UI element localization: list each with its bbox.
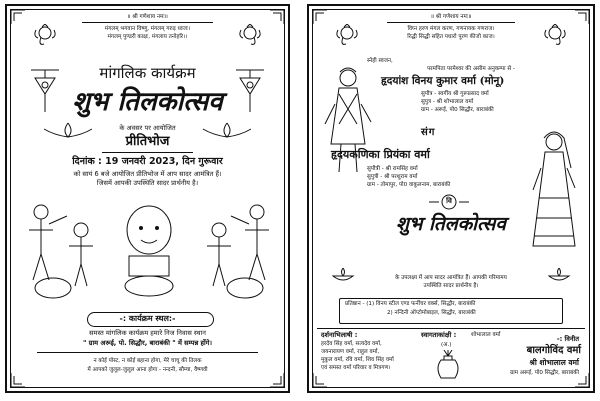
darshan-line-2: जयनारायण वर्मा, राहुल वर्मा, [321,349,380,355]
corner-ornament-icon [312,372,328,388]
divider [387,22,515,23]
greeting-text: स्नेही स्वजन, [367,58,393,64]
band-and-drummer-illustration-icon [19,194,279,304]
venue-line-1: समस्त मांगलिक कार्यक्रम हमारे निज निवास स्थान [89,329,206,337]
swagat-note: (अ.) [441,342,452,348]
invite-line-2: उपस्थिति सादर प्रार्थनीय है। [423,283,479,289]
shloka-line-2: रिद्धी सिद्धी सहित पधारो पूरण कीजो काज। [407,34,495,40]
footer-line-2: में आपको जुलूल-जुलूल आना होगा - नन्दनी, सौम्या, वैष्णवी [87,367,208,373]
darshan-line-3: मुकुल वर्मा, रवि वर्मा, शिव सिंह वर्मा [321,357,394,363]
ganesha-icon [334,24,360,48]
groom-name: हृदयांश विनय कुमार वर्मा (मोनू) [381,75,505,87]
invocation-text: ॥ श्री गणेशाय नमः॥ [127,14,168,20]
tilak-title: शुभ तिलकोत्सव [72,87,223,117]
sender-name: बालगोविंद वर्मा [526,345,581,356]
bride-info-line-2: सुपुत्री - श्री परशुराम वर्मा [367,174,418,180]
bride-info-line-3: ग्राम - तोमापुर, पो0 वाकुलनाम, बाराबंकी [367,182,451,188]
vinit-label: -: विनीत [556,335,579,343]
sender-name-2: श्री शोभालाल वर्मा [529,358,579,367]
invite-line-2: जिसमें आपकी उपस्थिति सादर प्रार्थनीय है। [96,179,199,187]
divider [37,352,258,353]
sang-text: संग [421,127,436,138]
mantra-line-2: मंगलम् पुण्डरी काक्षः, मंगलाय तनोहरि।। [107,34,188,40]
groom-info-line-1: सुपौत्र - स्वर्गीय श्री गुरूप्रसाद वर्मा [421,91,489,97]
darshan-line-1: हरदेव सिंह वर्मा, सत्यदेव वर्मा, [321,341,382,347]
blessing-text: परमपिता परमेश्वर की असीम अनुकम्पा से - [427,66,515,72]
venue-heading: -: कार्यक्रम स्थल:- [119,314,176,323]
divider [102,152,193,153]
invite-line-1: को सायं 6 बजे आयोजित प्रीतिभोज में आप सादर आमंत्रित हैं। [73,170,222,178]
ganesha-icon [542,24,568,48]
bride-name: हृदयकणिका प्रियंका वर्मा [331,148,430,161]
darshan-line-4: एवं समस्त वर्मा परिवार व मित्रगण। [321,365,391,371]
swagat-name: शोभालाल वर्मा [471,332,501,338]
footer-line-1: न कोई पोस्ट, न कोई बहाना होगा, मेरे चाचू की तिलक [93,358,202,364]
invite-line-1: के उपलक्ष्य में आप सादर आमंत्रित हैं। आपकी गरिमामय [395,275,507,281]
swagat-label: स्वागताकांक्षी : [421,331,457,339]
kalash-icon [435,350,461,380]
divider [317,328,585,329]
corner-ornament-icon [10,372,26,388]
mantra-line-1: मंगलम् भगवान विष्णु, मंगलम् गरुड़ ध्वजः। [104,26,191,32]
corner-ornament-icon [269,372,285,388]
groom-info-line-3: ग्राम - अरूई, पो0 सिद्धौर, बाराबंकी [421,107,494,113]
shloka-line-1: विघ्न हरण मंगल करण, गणनायक गणराज। [407,26,495,32]
left-invitation-card [5,4,290,393]
program-heading: मांगलिक कार्यक्रम [99,64,196,82]
invocation-text: ॥ श्री गणेशाय नमः॥ [430,14,472,20]
venue-line-2: " ग्राम अरूई, पो. सिद्धौर, बाराबंकी " में सम्पन्न होंगे। [83,339,212,347]
event-name: प्रीतिभोज [125,134,170,149]
courtesy-line-1: प्रतिष्ठान - (1) विनय स्टील एण्ड फर्नीचर वर्क्स, सिद्धौर, बाराबंकी [345,301,476,307]
occasion-text: के अवसर पर आयोजित [119,124,176,132]
darshan-heading: दर्शनाभिलाषी : [321,331,358,339]
sender-address: ग्राम अरूई, पो0 सिद्धौर, बाराबंकी [510,370,579,376]
tilak-title: शुभ तिलकोत्सव [396,213,506,235]
bride-info-line-1: सुपौत्री - श्री रामसिंह वर्मा [367,166,418,172]
divider [82,22,213,23]
courtesy-line-2: 2) नन्दिनी ऑप्टोमोबाइल, सिद्धौर, बाराबंकी [387,310,476,316]
monogram-text: वि [446,197,452,205]
right-invitation-card [307,4,595,393]
groom-info-line-2: सुपुत्र - श्री शोभालाल वर्मा [421,99,474,105]
event-date: दिनांक : 19 जनवरी 2023, दिन गुरूवार [72,156,223,167]
